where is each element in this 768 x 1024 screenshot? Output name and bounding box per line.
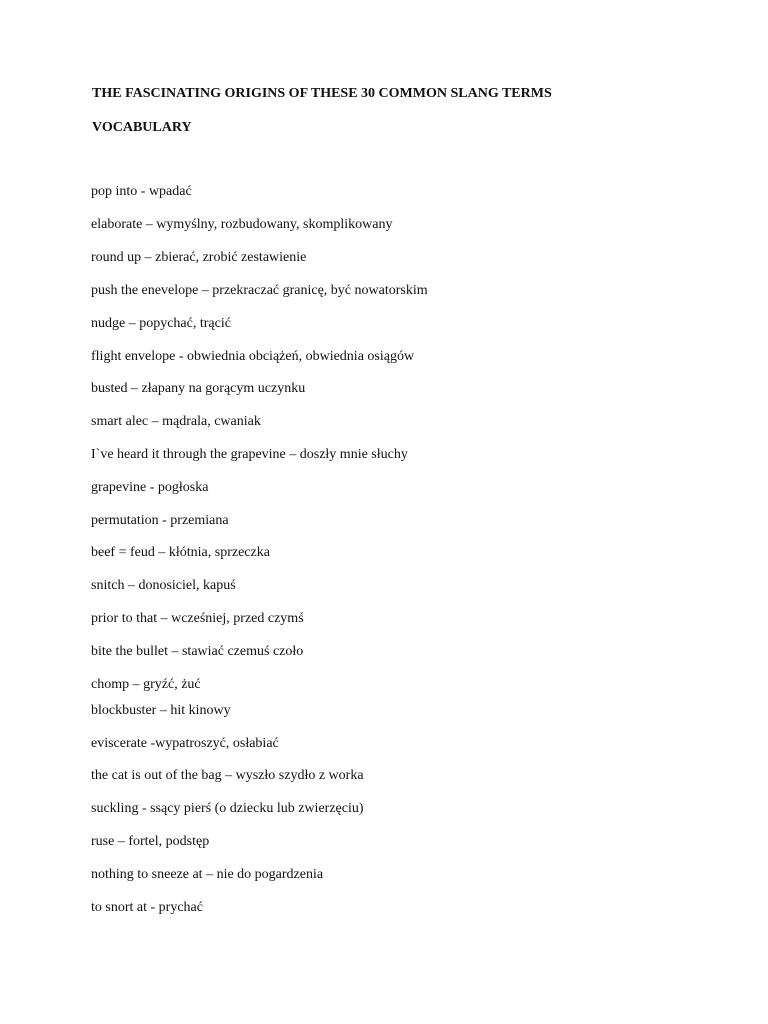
vocabulary-item: suckling - ssący pierś (o dziecku lub zwierzęciu) — [91, 801, 364, 816]
vocabulary-item: to snort at - prychać — [91, 900, 203, 915]
section-heading: VOCABULARY — [92, 120, 192, 135]
vocabulary-item: round up – zbierać, zrobić zestawienie — [91, 250, 307, 265]
document-title: THE FASCINATING ORIGINS OF THESE 30 COMMON SLANG TERMS — [92, 86, 552, 101]
vocabulary-item: the cat is out of the bag – wyszło szydło z worka — [91, 768, 364, 783]
vocabulary-item: beef = feud – kłótnia, sprzeczka — [91, 545, 270, 560]
vocabulary-item: push the enevelope – przekraczać granicę, być nowatorskim — [91, 283, 428, 298]
vocabulary-item: elaborate – wymyślny, rozbudowany, skomplikowany — [91, 217, 393, 232]
vocabulary-item: ruse – fortel, podstęp — [91, 834, 210, 849]
vocabulary-item: permutation - przemiana — [91, 513, 229, 528]
vocabulary-item: blockbuster – hit kinowy — [91, 703, 231, 718]
vocabulary-item: nothing to sneeze at – nie do pogardzenia — [91, 867, 324, 882]
vocabulary-item: grapevine - pogłoska — [91, 480, 209, 495]
vocabulary-item: bite the bullet – stawiać czemuś czoło — [91, 644, 304, 659]
vocabulary-item: chomp – gryźć, żuć — [91, 677, 201, 692]
vocabulary-item: pop into - wpadać — [91, 184, 192, 199]
vocabulary-item: nudge – popychać, trącić — [91, 316, 231, 331]
vocabulary-item: busted – złapany na gorącym uczynku — [91, 381, 306, 396]
vocabulary-item: snitch – donosiciel, kapuś — [91, 578, 236, 593]
vocabulary-item: prior to that – wcześniej, przed czymś — [91, 611, 304, 626]
vocabulary-item: I`ve heard it through the grapevine – doszły mnie słuchy — [91, 447, 408, 462]
vocabulary-item: smart alec – mądrala, cwaniak — [91, 414, 261, 429]
vocabulary-item: eviscerate -wypatroszyć, osłabiać — [91, 736, 279, 751]
vocabulary-item: flight envelope - obwiednia obciążeń, obwiednia osiągów — [91, 349, 415, 364]
